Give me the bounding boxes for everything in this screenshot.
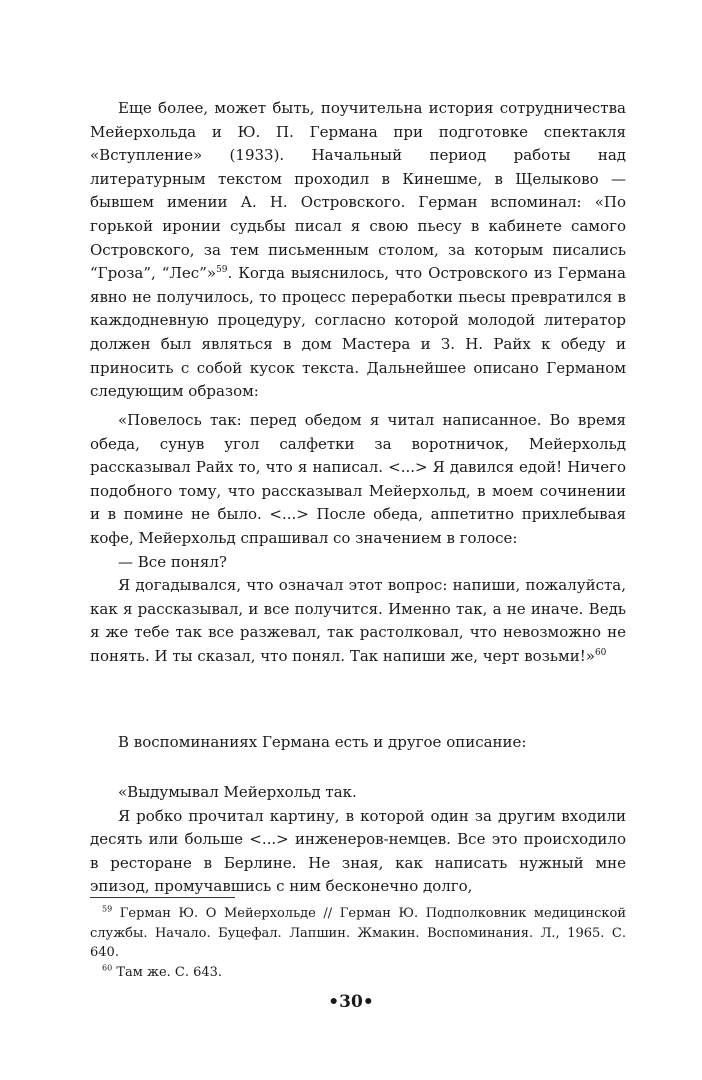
footnote-59	[90, 904, 626, 963]
quote-2-paragraph-1: «Выдумывал Мейерхольд так.	[118, 783, 357, 801]
footnote-59-text: Герман Ю. О Мейерхольде // Герман Ю. Подполковник медицинской службы. Начало. Буцефал. Лапшин. Жмакин. Воспоминания. Л., 1965. С. 640.	[90, 906, 626, 961]
quote-1-paragraph-3-text: Я догадывался, что означал этот вопрос: напиши, пожалуйста, как я рассказывал, и все получится. Именно так, а не иначе. Ведь я же тебе так все разжевал, так растолковал, что невозможно не понять. И ты сказал, что понял. Так напиши же, черт возьми!»	[90, 576, 626, 665]
body-paragraph-2	[90, 731, 626, 755]
paragraph-2-text: В воспоминаниях Германа есть и другое описание:	[118, 733, 527, 751]
footnote-59-number: 59	[102, 904, 113, 914]
block-quote-2	[90, 781, 626, 899]
footnote-60-text: Там же. С. 643.	[116, 964, 223, 980]
page-number: •30•	[328, 992, 374, 1012]
body-paragraph-1	[90, 97, 626, 404]
paragraph-1-text-continued: . Когда выяснилось, что Островского из Германа явно не получилось, то процесс переработки пьесы превратился в каждодневную процедуру, согласно которой молодой литератор должен был являться в дом Мастера и З. Н. Райх к обеду и приносить с собой кусок текста. Дальнейшее описано Германом следующим образом:	[90, 264, 626, 401]
footnote-ref-59: 59	[216, 265, 228, 276]
block-quote-1	[90, 409, 626, 669]
footnote-60-number: 60	[102, 963, 113, 973]
quote-2-paragraph-2: Я робко прочитал картину, в которой один за другим входили десять или больше <...> инженеров-немцев. Все это происходило в ресторане в Берлине. Не зная, как написать нужный мне эпизод, промучавшись с ним бесконечно долго,	[90, 806, 626, 896]
footnotes	[90, 904, 626, 982]
footnote-separator	[90, 897, 235, 898]
footnote-60	[90, 963, 626, 983]
quote-1-dialogue-line: — Все понял?	[118, 552, 227, 571]
paragraph-1-text: Еще более, может быть, поучительна история сотрудничества Мейерхольда и Ю. П. Германа при подготовке спектакля «Вступление» (1933). Начальный период работы над литературным текстом проходил в Кинешме, в Щелыково — бывшем имении А. Н. Островского. Герман вспоминал: «По горькой иронии судьбы писал я свою пьесу в кабинете самого Островского, за тем письменным столом, за которым писались “Гроза”, “Лес”»	[90, 99, 626, 283]
footnote-ref-60: 60	[594, 647, 607, 658]
quote-1-paragraph-3	[90, 574, 626, 668]
quote-1-paragraph-1: «Повелось так: перед обедом я читал написанное. Во время обеда, сунув угол салфетки за воротничок, Мейерхольд рассказывал Райх то, что я написал. <...> Я давился едой! Ничего подобного тому, что рассказывал Мейерхольд, в моем сочинении и в помине не было. <...> После обеда, аппетитно прихлебывая кофе, Мейерхольд спрашивал со значением в голосе:	[90, 411, 626, 547]
